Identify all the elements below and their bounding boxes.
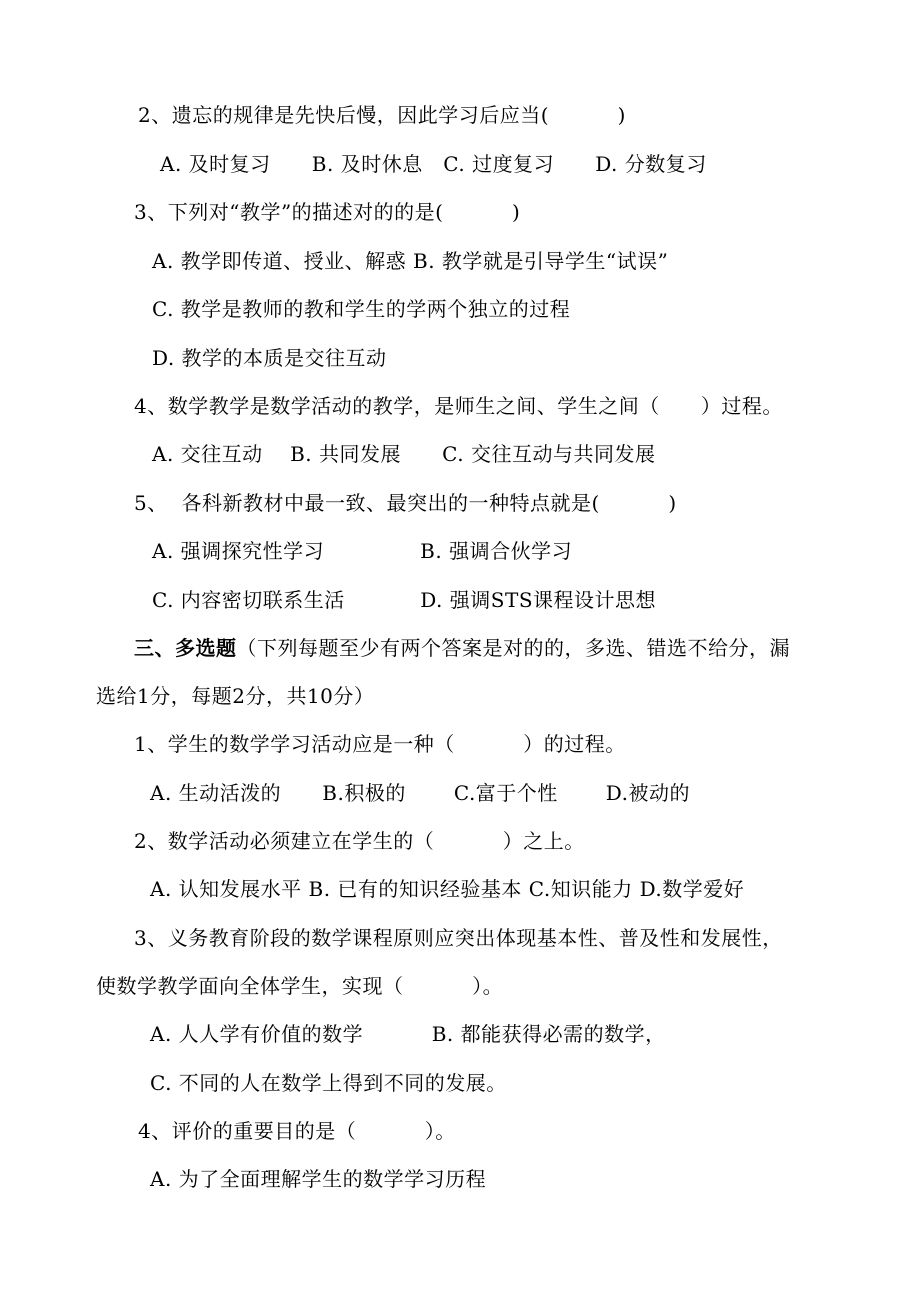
section-3-instructions: （下列每题至少有两个答案是对的的，多选、错选不给分，漏 [236,636,790,660]
mc-question-3-stem: 3、义务教育阶段的数学课程原则应突出体现基本性、普及性和发展性， [134,926,783,950]
section-3-title: 三、多选题 [134,636,237,660]
mc-question-1-stem: 1、学生的数学学习活动应是一种（ ）的过程。 [134,732,626,756]
question-5-option-ab: A. 强调探究性学习 B. 强调合伙学习 [152,539,573,563]
question-4-stem: 4、数学教学是数学活动的教学，是师生之间、学生之间（ ）过程。 [134,394,783,418]
mc-question-1-options: A. 生动活泼的 B.积极的 C.富于个性 D.被动的 [150,781,690,805]
question-3-option-d: D. 教学的本质是交往互动 [152,346,387,370]
mc-question-4-stem: 4、评价的重要目的是（ ）。 [138,1119,456,1143]
question-3-option-ab: A. 教学即传道、授业、解惑 B. 教学就是引导学生“试误” [152,249,669,273]
question-2-stem: 2、遗忘的规律是先快后慢，因此学习后应当( ) [138,103,626,127]
question-3-stem: 3、下列对“教学”的描述对的的是( ) [134,200,521,224]
question-5-option-cd: C. 内容密切联系生活 D. 强调STS课程设计思想 [152,588,657,612]
question-5-stem: 5、 各科新教材中最一致、最突出的一种特点就是( ) [134,491,677,515]
section-3-instructions-cont: 选给1分，每题2分，共10分） [96,684,375,708]
question-3-option-c: C. 教学是教师的教和学生的学两个独立的过程 [152,297,571,321]
question-4-options: A. 交往互动 B. 共同发展 C. 交往互动与共同发展 [152,442,656,466]
mc-question-3-option-ab: A. 人人学有价值的数学 B. 都能获得必需的数学， [150,1022,666,1046]
mc-question-3-stem-cont: 使数学教学面向全体学生，实现（ ）。 [96,974,504,998]
section-3-header [134,635,790,661]
mc-question-2-stem: 2、数学活动必须建立在学生的（ ）之上。 [134,829,585,853]
mc-question-2-options: A. 认知发展水平 B. 已有的知识经验基本 C.知识能力 D.数学爱好 [150,877,745,901]
mc-question-3-option-c: C. 不同的人在数学上得到不同的发展。 [150,1071,507,1095]
mc-question-4-option-a: A. 为了全面理解学生的数学学习历程 [150,1167,487,1191]
question-2-options: A. 及时复习 B. 及时休息 C. 过度复习 D. 分数复习 [160,152,707,176]
